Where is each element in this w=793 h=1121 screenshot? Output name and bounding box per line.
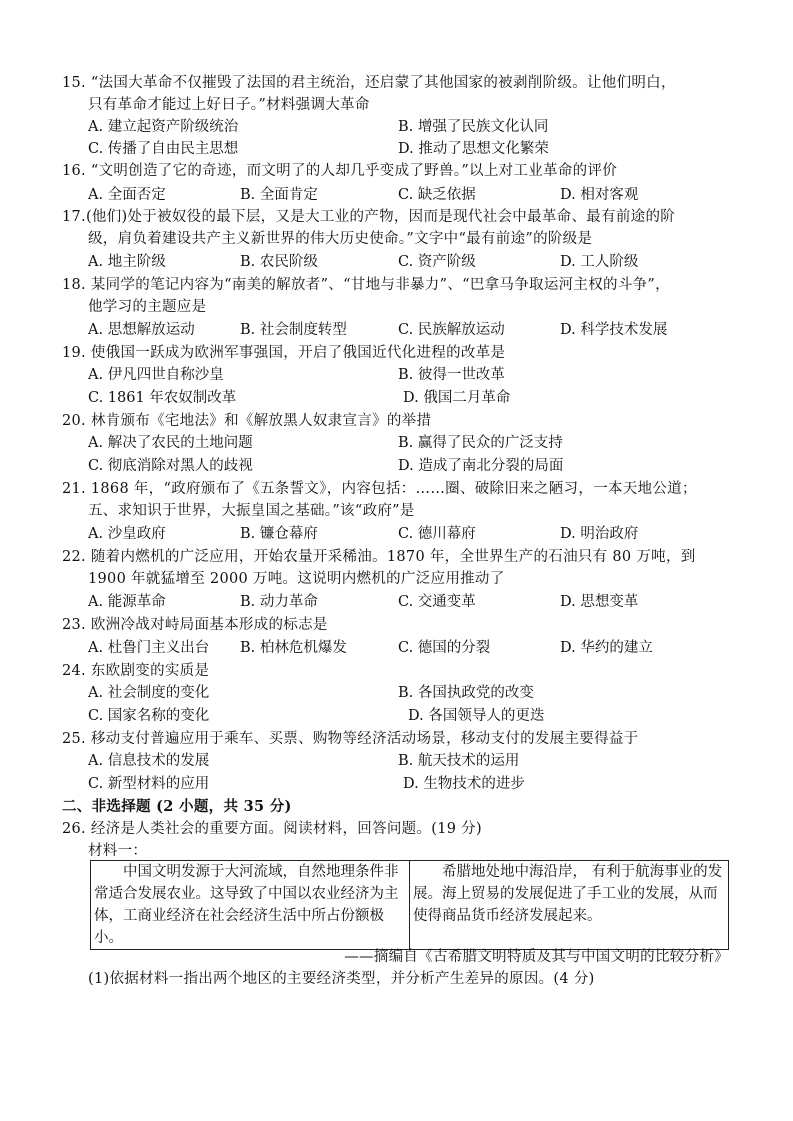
q21-option-d: D. 明治政府 xyxy=(560,526,639,542)
q20-option-b: B. 赢得了民众的广泛支持 xyxy=(398,435,563,451)
q18-option-c: C. 民族解放运动 xyxy=(398,322,505,338)
q15-option-d: D. 推动了思想文化繁荣 xyxy=(398,141,549,157)
q17-stem-line1: 17.(他们)处于被奴役的最下层，又是大工业的产物，因而是现代社会中最革命、最有前途的阶 xyxy=(62,209,676,225)
q22-option-b: B. 动力革命 xyxy=(240,594,318,610)
q18-option-b: B. 社会制度转型 xyxy=(240,322,347,338)
q22-stem-line1: 22. 随着内燃机的广泛应用，开始农量开采稀油。1870 年，全世界生产的石油只有 80 万吨，到 xyxy=(62,549,696,565)
q15-option-a: A. 建立起资产阶级统治 xyxy=(88,119,239,135)
q22-stem-line2: 1900 年就猛增至 2000 万吨。这说明内燃机的广泛应用推动了 xyxy=(88,571,505,587)
q15-stem-line1: 15. “法国大革命不仅摧毁了法国的君主统治，还启蒙了其他国家的被剥削阶级。让他们明白， xyxy=(62,75,676,91)
q25-stem: 25. 移动支付普遍应用于乘车、买票、购物等经济活动场景，移动支付的发展主要得益于 xyxy=(62,731,639,747)
q18-option-d: D. 科学技术发展 xyxy=(560,322,668,338)
q20-option-c: C. 彻底消除对黑人的歧视 xyxy=(88,458,253,474)
q17-option-c: C. 资产阶级 xyxy=(398,254,476,270)
q16-stem: 16. “文明创造了它的奇迹，而文明了的人却几乎变成了野兽。”以上对工业革命的评价 xyxy=(62,163,618,179)
q16-option-a: A. 全面否定 xyxy=(88,187,166,203)
q24-option-d: D. 各国领导人的更迭 xyxy=(408,708,545,724)
q22-option-a: A. 能源革命 xyxy=(88,594,166,610)
q17-option-b: B. 农民阶级 xyxy=(240,254,318,270)
q24-option-b: B. 各国执政党的改变 xyxy=(398,685,534,701)
q21-stem-line1: 21. 1868 年，“政府颁布了《五条誓文》，内容包括：……圈、破除旧来之陋习，一本天地公道； xyxy=(62,481,697,497)
q21-option-b: B. 镰仓幕府 xyxy=(240,526,318,542)
q19-option-a: A. 伊凡四世自称沙皇 xyxy=(88,367,224,383)
q26-subquestion-1: (1)依据材料一指出两个地区的主要经济类型，并分析产生差异的原因。(4 分) xyxy=(88,971,595,987)
q23-option-a: A. 杜鲁门主义出台 xyxy=(88,640,210,656)
q25-option-d: D. 生物技术的进步 xyxy=(403,776,525,792)
section-heading: 二、非选择题 (2 小题，共 35 分) xyxy=(62,798,292,815)
q19-option-c: C. 1861 年农奴制改革 xyxy=(88,390,237,406)
q19-option-d: D. 俄国二月革命 xyxy=(403,390,511,406)
q18-option-a: A. 思想解放运动 xyxy=(88,322,195,338)
q23-option-c: C. 德国的分裂 xyxy=(398,640,491,656)
q15-option-c: C. 传播了自由民主思想 xyxy=(88,141,239,157)
q17-stem-line2: 级，肩负着建设共产主义新世界的伟大历史使命。”文字中“最有前途”的阶级是 xyxy=(88,231,593,247)
q17-option-a: A. 地主阶级 xyxy=(88,254,166,270)
q23-stem: 23. 欧洲冷战对峙局面基本形成的标志是 xyxy=(62,617,328,633)
q23-option-b: B. 柏林危机爆发 xyxy=(240,640,347,656)
q21-option-a: A. 沙皇政府 xyxy=(88,526,166,542)
material-table xyxy=(90,860,729,950)
q24-option-c: C. 国家名称的变化 xyxy=(88,708,210,724)
q19-option-b: B. 彼得一世改革 xyxy=(398,367,505,383)
q20-option-a: A. 解决了农民的土地问题 xyxy=(88,435,253,451)
q24-option-a: A. 社会制度的变化 xyxy=(88,685,210,701)
q18-stem-line1: 18. 某同学的笔记内容为“南美的解放者”、“甘地与非暴力”、“巴拿马争取运河主权的斗争”， xyxy=(62,277,670,293)
q23-option-d: D. 华约的建立 xyxy=(560,640,653,656)
q25-option-c: C. 新型材料的应用 xyxy=(88,776,210,792)
q21-option-c: C. 德川幕府 xyxy=(398,526,476,542)
q24-stem: 24. 东欧剧变的实质是 xyxy=(62,663,210,679)
q16-option-d: D. 相对客观 xyxy=(560,187,639,203)
q17-option-d: D. 工人阶级 xyxy=(560,254,639,270)
q20-option-d: D. 造成了南北分裂的局面 xyxy=(398,458,564,474)
material-cell-greece: 希腊地处地中海沿岸， 有利于航海事业的发展。海上贸易的发展促进了手工业的发展，从而使得商品货币经济发展起来。 xyxy=(410,861,729,950)
q16-option-b: B. 全面肯定 xyxy=(240,187,318,203)
material-cell-china: 中国文明发源于大河流域，自然地理条件非常适合发展农业。这导致了中国以农业经济为主体，工商业经济在社会经济生活中所占份额极小。 xyxy=(91,861,410,950)
q22-option-c: C. 交通变革 xyxy=(398,594,476,610)
q15-option-b: B. 增强了民族文化认同 xyxy=(398,119,549,135)
q19-stem: 19. 使俄国一跃成为欧洲军事强国，开启了俄国近代化进程的改革是 xyxy=(62,345,506,361)
q21-stem-line2: 五、求知识于世界，大振皇国之基础。”该“政府”是 xyxy=(88,503,415,519)
q22-option-d: D. 思想变革 xyxy=(560,594,639,610)
q25-option-a: A. 信息技术的发展 xyxy=(88,753,210,769)
q18-stem-line2: 他学习的主题应是 xyxy=(88,299,207,315)
q26-material-label: 材料一： xyxy=(88,843,148,859)
q16-option-c: C. 缺乏依据 xyxy=(398,187,476,203)
q26-stem: 26. 经济是人类社会的重要方面。阅读材料，回答问题。(19 分) xyxy=(62,821,482,837)
q15-stem-line2: 只有革命才能过上好日子。”材料强调大革命 xyxy=(88,97,370,113)
material-source: ——摘编自《古希腊文明特质及其与中国文明的比较分析》 xyxy=(344,949,729,965)
q25-option-b: B. 航天技术的运用 xyxy=(398,753,520,769)
q20-stem: 20. 林肯颁布《宅地法》和《解放黑人奴隶宣言》的举措 xyxy=(62,413,432,429)
